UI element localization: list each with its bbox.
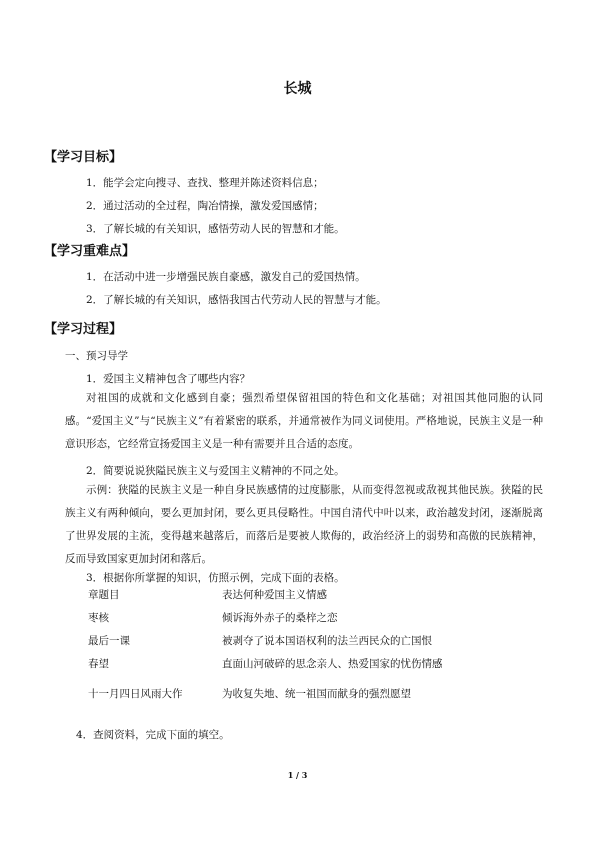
page-title: 长城 bbox=[283, 81, 312, 97]
goals-heading: 【学习目标】 bbox=[44, 150, 123, 165]
answer-1: 对祖国的成就和文化感到自豪；强烈希望保留祖国的特色和文化基础；对祖国其他同胞的认同感。“爱国主义”与“民族主义”有着紧密的联系，并通常被作为同义词使用。严格地说，民族主义是一种意识形态，它经常宣扬爱国主义是一种有需要并且合适的态度。 bbox=[65, 392, 543, 450]
table-cell: 为收复失地、统一祖国而献身的强烈愿望 bbox=[222, 687, 411, 700]
question-4: 4．查阅资料，完成下面的填空。 bbox=[76, 729, 230, 741]
table-header-cell: 章题目 bbox=[88, 588, 120, 601]
table-header-cell: 表达何种爱国主义情感 bbox=[222, 588, 327, 601]
question-1: 1．爱国主义精神包含了哪些内容？ bbox=[86, 373, 251, 385]
table-row bbox=[88, 652, 542, 675]
question-3: 3．根据你所掌握的知识，仿照示例，完成下面的表格。 bbox=[86, 572, 345, 584]
patriotism-table bbox=[88, 583, 542, 712]
process-heading: 【学习过程】 bbox=[44, 322, 123, 337]
table-cell: 最后一课 bbox=[88, 634, 130, 647]
table-cell: 被剥夺了说本国语权利的法兰西民众的亡国恨 bbox=[222, 634, 432, 647]
question-2: 2．简要说说狭隘民族主义与爱国主义精神的不同之处。 bbox=[86, 465, 345, 477]
table-cell: 春望 bbox=[88, 657, 109, 670]
key-item-2: 2．了解长城的有关知识，感悟我国古代劳动人民的智慧与才能。 bbox=[86, 294, 387, 306]
goal-item-2: 2．通过活动的全过程，陶冶情操，激发爱国感情； bbox=[86, 200, 324, 212]
table-row bbox=[88, 629, 542, 652]
key-points-heading: 【学习重难点】 bbox=[44, 244, 136, 259]
answer-2: 示例：狭隘的民族主义是一种自身民族感情的过度膨胀，从而变得忽视或敌视其他民族。狭隘的民族主义有两种倾向，要么更加封闭，要么更具侵略性。中国自清代中叶以来，政治越发封闭，逐渐脱离了世界发展的主流，变得越来越落后，而落后是要被人欺侮的，政治经济上的弱势和高傲的民族精神，反而导致国家更加封闭和落后。 bbox=[65, 484, 543, 565]
page-number: 1 / 3 bbox=[287, 770, 308, 780]
table-row bbox=[88, 606, 542, 629]
table-cell: 倾诉海外赤子的桑梓之恋 bbox=[222, 611, 338, 624]
goal-item-1: 1．能学会定向搜寻、查找、整理并陈述资料信息； bbox=[86, 177, 324, 189]
part-one-label: 一、预习导学 bbox=[65, 350, 128, 362]
table-cell: 枣核 bbox=[88, 611, 109, 624]
table-header-row bbox=[88, 583, 542, 606]
table-cell: 直面山河破碎的思念亲人、热爱国家的忧伤情感 bbox=[222, 657, 443, 670]
key-item-1: 1．在活动中进一步增强民族自豪感，激发自己的爱国热情。 bbox=[86, 271, 366, 283]
goal-item-3: 3．了解长城的有关知识，感悟劳动人民的智慧和才能。 bbox=[86, 223, 345, 235]
table-cell: 十一月四日风雨大作 bbox=[88, 687, 183, 700]
table-row bbox=[88, 675, 542, 712]
